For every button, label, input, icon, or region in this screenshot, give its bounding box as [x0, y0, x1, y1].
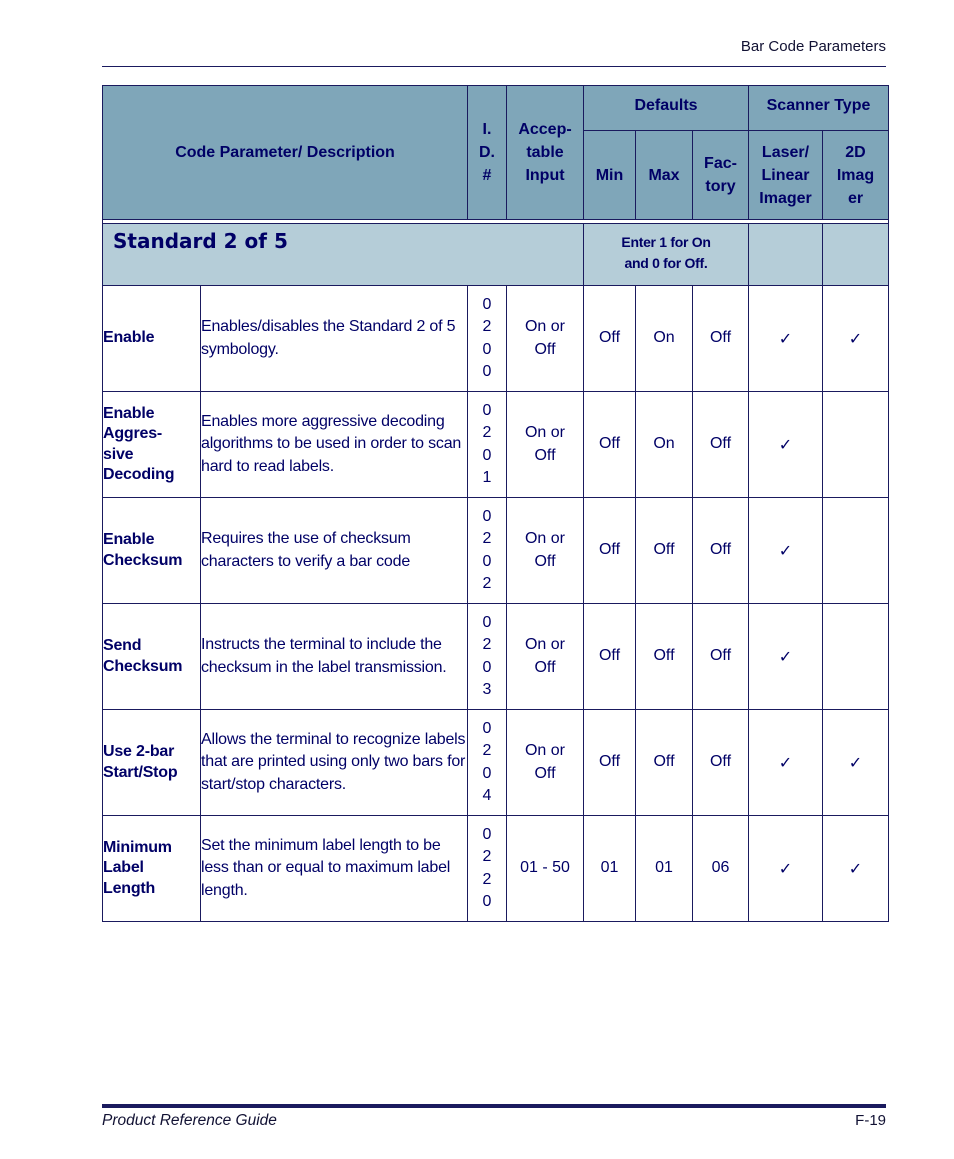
acceptable-input: 01 - 50: [507, 816, 584, 922]
acceptable-input: On or Off: [507, 710, 584, 816]
param-id: 0 2 0 3: [468, 604, 507, 710]
default-max: Off: [636, 498, 693, 604]
param-description: Set the minimum label length to be less than or equal to maximum label length.: [201, 816, 468, 922]
section-title-cell: [103, 224, 584, 286]
laser-check-icon: ✓: [749, 286, 823, 392]
col-header-defaults: Defaults: [584, 86, 749, 131]
param-name: Use 2-bar Start/Stop: [103, 710, 201, 816]
table-row: [103, 392, 889, 498]
imager-2d-check-icon: ✓: [823, 286, 889, 392]
section-laser-cell: [749, 224, 823, 286]
default-factory: Off: [693, 498, 749, 604]
acceptable-input: On or Off: [507, 392, 584, 498]
param-id: 0 2 0 4: [468, 710, 507, 816]
imager-2d-check-icon: [823, 604, 889, 710]
col-header-id: I. D. #: [468, 86, 507, 220]
default-min: Off: [584, 604, 636, 710]
default-factory: 06: [693, 816, 749, 922]
default-min: Off: [584, 392, 636, 498]
col-header-acceptable-input: Accep- table Input: [507, 86, 584, 220]
param-name: Minimum Label Length: [103, 816, 201, 922]
section-note: Enter 1 for On and 0 for Off.: [621, 234, 711, 271]
acceptable-input: On or Off: [507, 498, 584, 604]
footer-guide-title: Product Reference Guide: [102, 1112, 277, 1129]
param-description: Enables more aggressive decoding algorithms to be used in order to scan hard to read labels.: [201, 392, 468, 498]
laser-check-icon: ✓: [749, 604, 823, 710]
footer-page-number: F-19: [855, 1112, 886, 1129]
param-name: Enable: [103, 286, 201, 392]
col-header-max: Max: [636, 131, 693, 220]
col-header-factory: Fac- tory: [693, 131, 749, 220]
table-row: [103, 498, 889, 604]
default-max: Off: [636, 710, 693, 816]
table-row: [103, 816, 889, 922]
default-max: On: [636, 392, 693, 498]
default-factory: Off: [693, 604, 749, 710]
param-id: 0 2 0 1: [468, 392, 507, 498]
param-description: Instructs the terminal to include the checksum in the label transmission.: [201, 604, 468, 710]
col-header-min: Min: [584, 131, 636, 220]
default-min: Off: [584, 710, 636, 816]
table-row: [103, 710, 889, 816]
acceptable-input: On or Off: [507, 604, 584, 710]
footer-divider: [102, 1104, 886, 1108]
imager-2d-check-icon: ✓: [823, 710, 889, 816]
imager-2d-check-icon: ✓: [823, 816, 889, 922]
param-id: 0 2 2 0: [468, 816, 507, 922]
page-header-title: Bar Code Parameters: [740, 38, 886, 55]
section-2d-cell: [823, 224, 889, 286]
col-header-2d-imager: 2D Imag er: [823, 131, 889, 220]
param-description: Enables/disables the Standard 2 of 5 symbology.: [201, 286, 468, 392]
param-name: Enable Checksum: [103, 498, 201, 604]
default-factory: Off: [693, 286, 749, 392]
default-max: On: [636, 286, 693, 392]
parameter-table: [102, 85, 889, 922]
default-min: Off: [584, 286, 636, 392]
col-header-laser-linear-imager: Laser/ Linear Imager: [749, 131, 823, 220]
imager-2d-check-icon: [823, 498, 889, 604]
table-row: [103, 286, 889, 392]
section-note-cell: [584, 224, 749, 286]
default-min: Off: [584, 498, 636, 604]
param-description: Allows the terminal to recognize labels that are printed using only two bars for start/stop characters.: [201, 710, 468, 816]
default-max: 01: [636, 816, 693, 922]
laser-check-icon: ✓: [749, 498, 823, 604]
param-name: Enable Aggres- sive Decoding: [103, 392, 201, 498]
laser-check-icon: ✓: [749, 816, 823, 922]
default-min: 01: [584, 816, 636, 922]
col-header-scanner-type: Scanner Type: [749, 86, 889, 131]
acceptable-input: On or Off: [507, 286, 584, 392]
param-name: Send Checksum: [103, 604, 201, 710]
table-row: [103, 604, 889, 710]
param-description: Requires the use of checksum characters to verify a bar code: [201, 498, 468, 604]
section-title: Standard 2 of 5: [113, 229, 288, 253]
default-factory: Off: [693, 710, 749, 816]
default-factory: Off: [693, 392, 749, 498]
header-divider: [102, 66, 886, 67]
col-header-code-parameter: Code Parameter/ Description: [103, 86, 468, 220]
laser-check-icon: ✓: [749, 392, 823, 498]
laser-check-icon: ✓: [749, 710, 823, 816]
param-id: 0 2 0 2: [468, 498, 507, 604]
param-id: 0 2 0 0: [468, 286, 507, 392]
default-max: Off: [636, 604, 693, 710]
imager-2d-check-icon: [823, 392, 889, 498]
